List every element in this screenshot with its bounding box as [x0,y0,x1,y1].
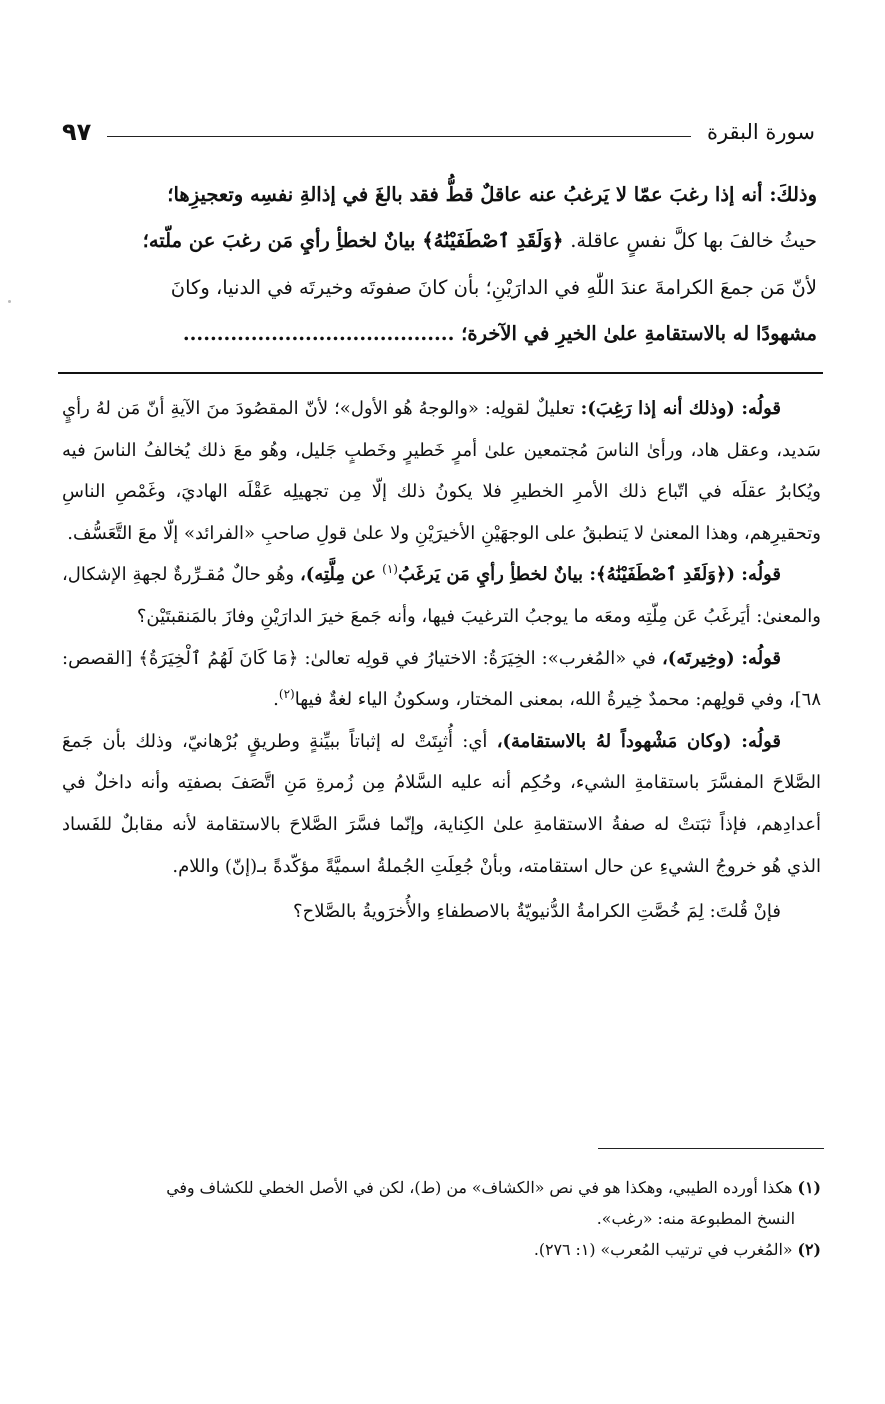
para-4-lead: قولُه: (وكان مَشْهوداً لهُ بالاستقامة)، [496,730,781,752]
margin-speck [8,300,11,303]
footnote-1 [66,1172,821,1203]
commentary-para-5: فإنْ قُلتَ: لِمَ خُصَّتِ الكرامةُ الدُّنيويّةُ بالاصطفاءِ والأُخرَويةُ بالصَّلاح؟ [293,901,781,923]
commentary-para-1 [62,388,821,554]
para-3-body: في «المُغرب»: الخِيَرَةُ: الاختيارُ في قولِه تعالىٰ: ﴿مَا كَانَ لَهُمُ ٱلْخِيَرَةُ﴾ [القصص: ٦٨]، وفي قولِهم: محمدٌ خِيرةُ الله، بمعنى المختار، وسكونُ الياء لغةٌ فيها [62,647,821,711]
header-rule [107,136,691,137]
footnote-2-number: (٢) [797,1240,821,1259]
surah-name: سورة البقرة [706,120,815,144]
main-line-3: لأنّ مَن جمعَ الكرامةَ عندَ اللّٰهِ في الدارَيْنِ؛ بأن كانَ صفوتَه وخيرتَه في الدنيا، وكانَ [170,275,817,299]
commentary [62,388,821,933]
para-1-lead: قولُه: (وذلك أنه إذا رَغِبَ): [580,398,781,419]
footnote-2-text: «المُغرب في ترتيب المُعرب» (١: ٢٧٦). [533,1240,798,1259]
para-4-body: أي: أُثبِتَتْ له إثباتاً ببيِّنةٍ وطريقٍ بُرْهانيّ، وذلك بأن جَمعَ الصَّلاحَ المفسَّرَ باستقامةِ الشيء، وحُكِم أنه عليه السَّلامُ مِن زُمرةِ مَنِ اتَّصَفَ بصفتِه وأنه داخلٌ في أعدادِهم، فإذاً ثبَتتْ له صفةُ الاستقامةِ علىٰ الكِناية، وإنّما فسَّرَ الصَّلاحَ بالاستقامة لأنه مقابلٌ للفَساد الذي هُو خروجُ الشيءِ عن حال استقامته، وبأنْ جُعِلَتِ الجُملةُ اسميَّةً مؤكّدةً بـ(إنّ) واللام. [62,730,821,877]
footnote-1-continued: النسخ المطبوعة منه: «رغب». [596,1209,795,1228]
commentary-para-3 [62,638,821,721]
footnote-2 [66,1234,821,1265]
page-number: ٩٧ [62,118,92,146]
main-line-2 [62,218,817,264]
footnotes [66,1172,821,1265]
footnote-ref-1[interactable]: (١) [382,562,398,577]
main-line-1: وذلكَ: أنه إذا رغبَ عمّا لا يَرغبُ عنه عاقلٌ قطُّ فقد بالغَ في إذالةِ نفسِه وتعجيزِها؛ [167,183,817,206]
footnote-divider [598,1148,824,1149]
para-3-lead: قولُه: (وخِيرتَه)، [662,647,781,669]
main-text [62,172,817,357]
para-3-end: . [273,689,279,711]
commentary-para-4 [62,721,821,887]
footnote-1-number: (١) [797,1178,821,1197]
page-header [62,112,815,152]
main-text-divider [58,372,823,374]
main-line-4: مشهودًا له بالاستقامةِ علىٰ الخيرِ في الآخرة؛ ........................................ [182,321,817,345]
para-2-lead-end: عن مِلَّتِه)، [300,564,383,586]
main-line-2-text: حيثُ خالفَ بها كلَّ نفسٍ عاقلة. [570,229,817,253]
footnote-1-text: هكذا أورده الطيبي، وهكذا هو في نص «الكشاف» من (ط)، لكن في الأصل الخطي للكشاف وفي [166,1178,798,1197]
para-2-body: وهُو حالٌ مُقـرِّرةٌ لجهةِ الإشكال، والمعنىٰ: أيَرغَبُ عَن مِلّتِه ومعَه ما يوجبُ الترغيبَ فيها، وأنه جَمعَ خيرَ الدارَيْنِ وفازَ بالمَنقبتَيْن؟ [62,564,821,627]
para-1-body: تعليلٌ لقولِه: «والوجهُ هُو الأول»؛ لأنّ المقصُودَ منَ الآيةِ أنّ مَن لهُ رأيٍ سَديد، وعقل هاد، ورأىٰ الناسَ مُجتمعين علىٰ أمرٍ خَطيرٍ وخَطبٍ جَليل، وهُو معَ ذلك يُخالفُ الناسَ فيه ويُكابرُ عقلَه في اتّباع ذلك الأمرِ الخطيرِ فلا يكونُ ذلك إلّا مِن تجهيلِه عَقْلَه الهاديَ، وغَمْصِ الناسِ وتحقيرِهم، وهذا المعنىٰ لا يَنطبقُ على الوجهَيْنِ الأخيرَيْنِ ولا علىٰ قولِ صاحبِ «الفرائد» إلّا معَ التَّعَسُّف. [62,398,821,544]
footnote-ref-2[interactable]: (٢) [278,687,295,702]
commentary-para-2 [62,554,821,637]
para-2-lead: قولُه: (﴿وَلَقَدِ ٱصْطَفَيْنَٰهُ﴾: بيانٌ لخطأِ رأيِ مَن يَرغَبُ [397,564,781,586]
main-line-2-verse: ﴿وَلَقَدِ ٱصْطَفَيْنَٰهُ﴾ بيانٌ لخطأِ رأيِ مَن رغبَ عن ملّته؛ [142,229,564,253]
